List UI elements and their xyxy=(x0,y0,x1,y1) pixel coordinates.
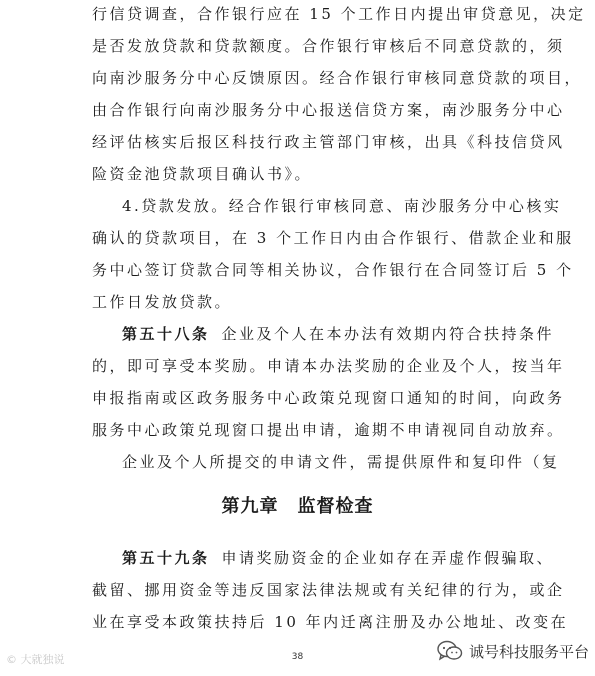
article-59-heading: 第五十九条 xyxy=(122,549,210,567)
text-line-17: 申请奖励资金的企业如存在弄虚作假骗取、 xyxy=(221,549,555,567)
watermark-left: © 大就独说 xyxy=(6,653,65,666)
text-line-18: 截留、挪用资金等违反国家法律法规或有关纪律的行为，或企 xyxy=(92,581,565,599)
article-58-first-line xyxy=(122,322,554,346)
text-line-8: 确认的贷款项目，在 3 个工作日内由合作银行、借款企业和服 xyxy=(92,229,574,247)
text-line-10: 工作日发放贷款。 xyxy=(92,293,233,311)
text-line-2: 是否发放贷款和贷款额度。合作银行审核后不同意贷款的，须 xyxy=(92,37,565,55)
text-line-19: 业在享受本政策扶持后 10 年内迁离注册及办公地址、改变在 xyxy=(92,613,569,631)
text-line-9: 务中心签订贷款合同等相关协议，合作银行在合同签订后 5 个 xyxy=(92,261,574,279)
text-line-11: 企业及个人在本办法有效期内符合扶持条件 xyxy=(221,325,555,343)
watermark-right xyxy=(437,640,589,662)
text-line-15: 企业及个人所提交的申请文件，需提供原件和复印件（复 xyxy=(122,453,560,471)
article-59-first-line xyxy=(122,546,554,570)
chapter-title: 第九章 监督检查 xyxy=(221,496,374,517)
text-line-5: 经评估核实后报区科技行政主管部门审核，出具《科技信贷风 xyxy=(92,133,565,151)
watermark-right-text: 诚号科技服务平台 xyxy=(468,642,589,661)
text-line-1: 行信贷调查，合作银行应在 15 个工作日内提出审贷意见，决定 xyxy=(92,5,586,23)
wechat-icon xyxy=(437,640,463,662)
text-line-12: 的，即可享受本奖励。申请本办法奖励的企业及个人，按当年 xyxy=(92,357,565,375)
text-line-14: 服务中心政策兑现窗口提出申请，逾期不申请视同自动放弃。 xyxy=(92,421,565,439)
text-line-7: 4.贷款发放。经合作银行审核同意、南沙服务分中心核实 xyxy=(122,197,562,215)
text-line-3: 向南沙服务分中心反馈原因。经合作银行审核同意贷款的项目， xyxy=(92,69,583,87)
article-58-heading: 第五十八条 xyxy=(122,325,210,343)
text-line-6: 险资金池贷款项目确认书》。 xyxy=(92,165,313,183)
text-line-4: 由合作银行向南沙服务分中心报送信贷方案，南沙服务分中心 xyxy=(92,101,565,119)
text-line-13: 申报指南或区政务服务中心政策兑现窗口通知的时间，向政务 xyxy=(92,389,565,407)
page-number: 38 xyxy=(291,652,304,662)
